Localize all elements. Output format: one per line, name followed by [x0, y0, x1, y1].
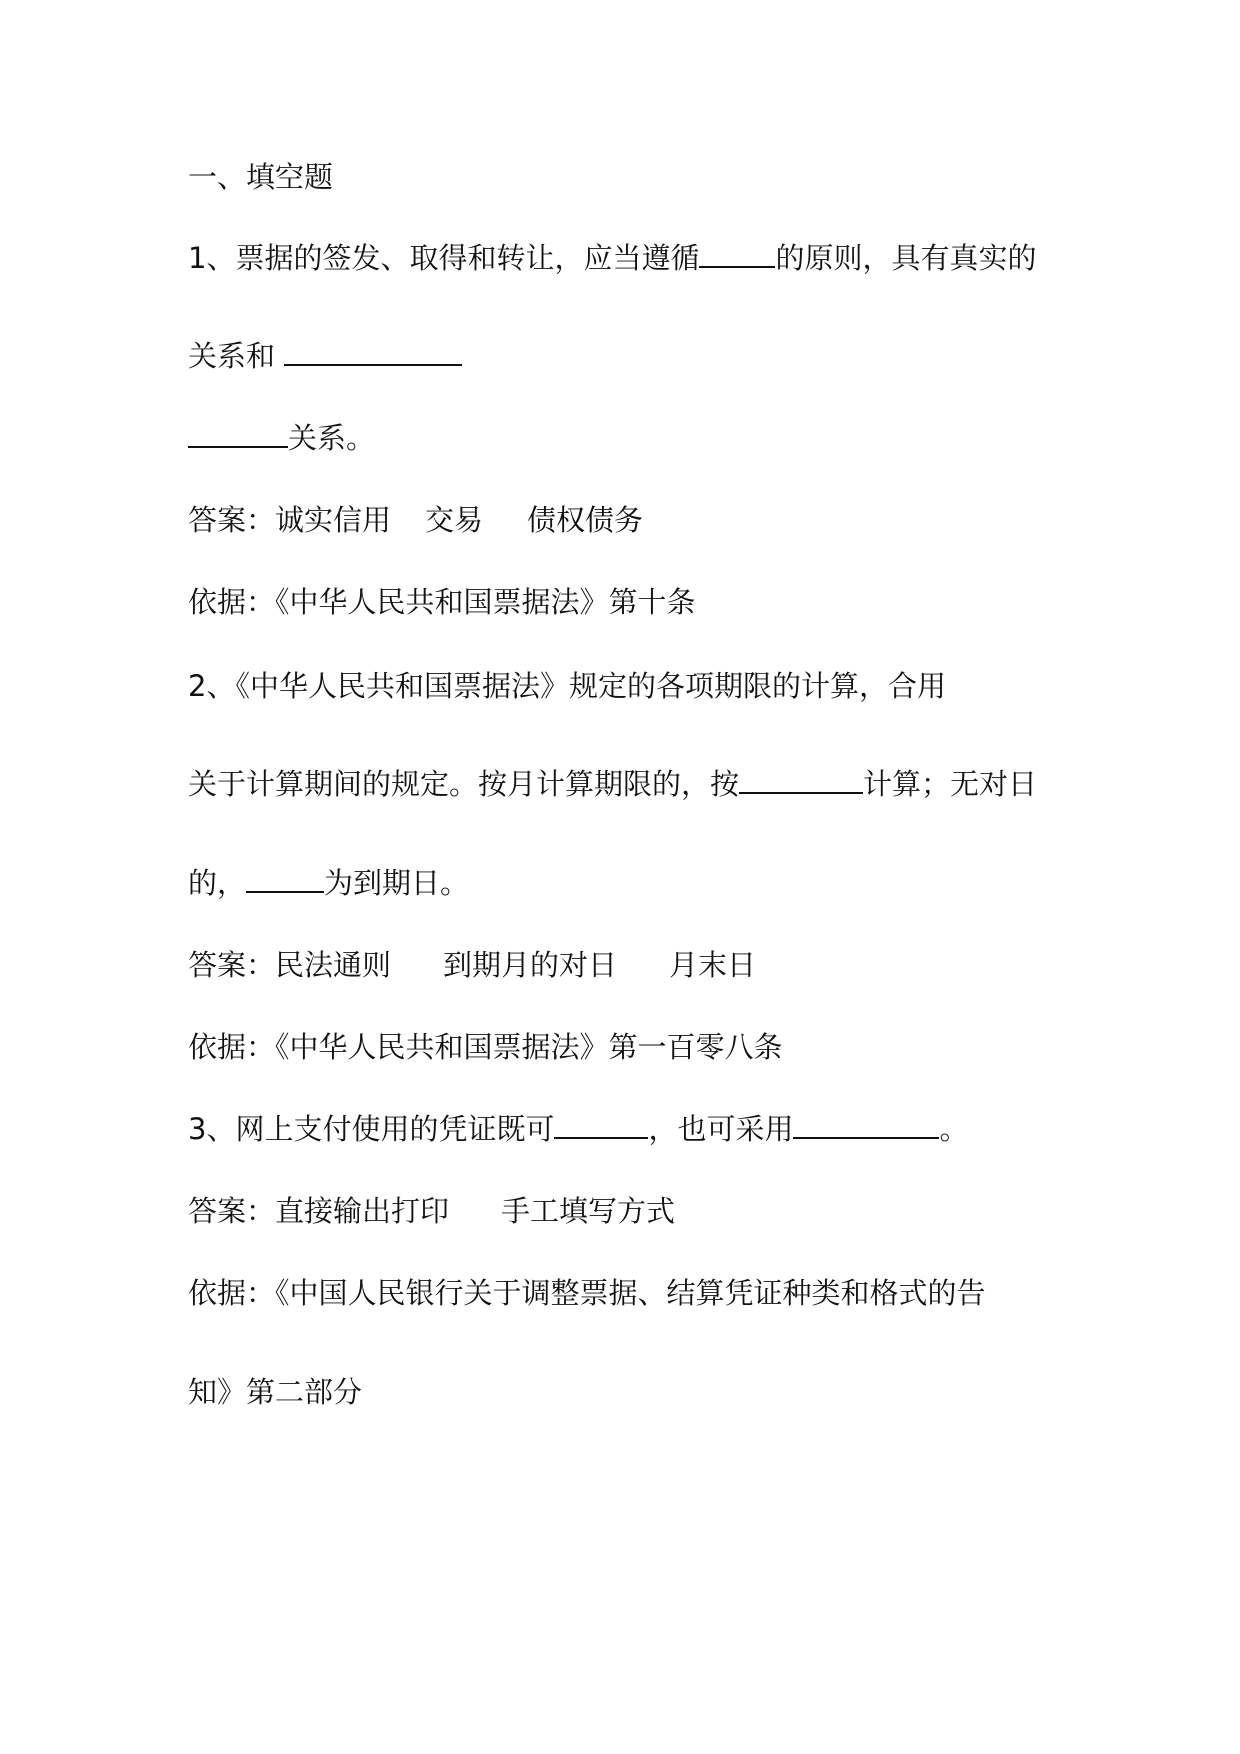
question-2-blank-2: [246, 863, 324, 893]
question-2-line-3: [188, 863, 469, 903]
question-1-blank-2: [284, 336, 462, 366]
question-3-basis-line-2: 知》第二部分: [188, 1375, 363, 1409]
question-3-text-b: ，也可采用: [648, 1112, 794, 1146]
answer-prefix: 答案：: [188, 948, 276, 982]
question-3-text-a: 3、网上支付使用的凭证既可: [188, 1112, 555, 1146]
question-3-basis-line-1: 依据：《中国人民银行关于调整票据、结算凭证种类和格式的告: [188, 1276, 986, 1310]
question-3-answer: [188, 1191, 675, 1231]
question-1-basis: 依据：《中华人民共和国票据法》第十条: [188, 585, 696, 619]
question-1-text-d: 关系。: [288, 421, 376, 455]
question-2-text-b: 计算；无对日: [863, 767, 1038, 801]
answer-prefix: 答案：: [188, 1194, 276, 1228]
question-1-text-a: 1、票据的签发、取得和转让，应当遵循: [188, 241, 700, 275]
question-3-blank-2: [793, 1109, 939, 1139]
answer-prefix: 答案：: [188, 503, 276, 537]
question-1-line-1: [188, 238, 1036, 278]
question-2-answer: [188, 945, 756, 985]
answer-item: 债权债务: [527, 503, 644, 537]
answer-item: 诚实信用: [275, 503, 392, 537]
question-2-line-2: [188, 764, 1037, 804]
question-1-blank-1: [699, 238, 775, 268]
question-2-blank-1: [739, 764, 863, 794]
answer-item: 到期月的对日: [443, 948, 618, 982]
question-2-text-d: 为到期日。: [324, 866, 470, 900]
question-1-line-2: [188, 336, 462, 376]
question-1-line-3: [188, 418, 375, 458]
answer-item: 手工填写方式: [501, 1194, 676, 1228]
question-1-blank-3: [188, 418, 288, 448]
question-1-text-c: 关系和: [188, 339, 285, 373]
answer-item: 交易: [425, 503, 484, 537]
answer-item: 直接输出打印: [275, 1194, 450, 1228]
question-1-answer: [188, 500, 643, 540]
question-2-text-a: 关于计算期间的规定。按月计算期限的，按: [188, 767, 740, 801]
question-2-text-c: 的，: [188, 866, 247, 900]
question-1-text-b: 的原则，具有真实的: [775, 241, 1037, 275]
question-3-line-1: [188, 1109, 968, 1149]
question-3-text-c: 。: [939, 1112, 969, 1146]
question-2-line-1: 2、《中华人民共和国票据法》规定的各项期限的计算，合用: [188, 669, 946, 703]
question-2-basis: 依据：《中华人民共和国票据法》第一百零八条: [188, 1030, 783, 1064]
answer-item: 民法通则: [275, 948, 392, 982]
question-3-blank-1: [554, 1109, 648, 1139]
answer-item: 月末日: [669, 948, 757, 982]
section-title: 一、填空题: [188, 160, 334, 194]
